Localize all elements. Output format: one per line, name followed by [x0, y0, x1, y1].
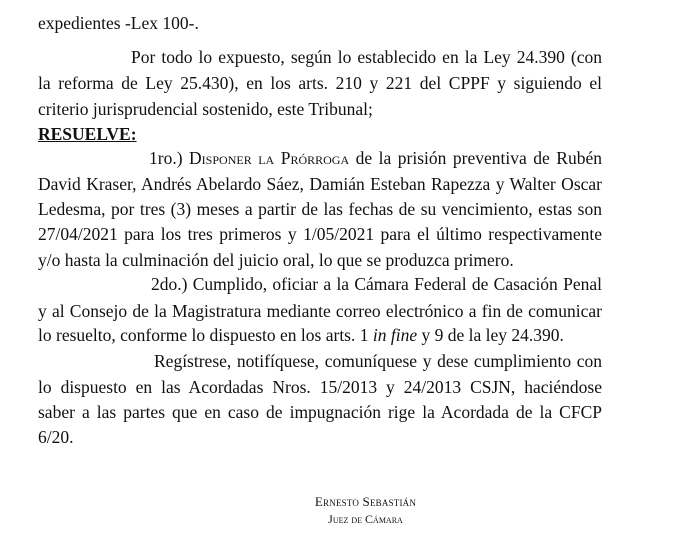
- text-line: lo dispuesto en las Acordadas Nros. 15/2013 y 24/2013 CSJN, haciéndose: [38, 377, 602, 397]
- resolution-1-smallcaps: Disponer la Prórroga: [189, 148, 350, 168]
- text-line: y al Consejo de la Magistratura mediante correo electrónico a fin de comunicar: [38, 301, 602, 321]
- resolution-2-italic: in fine: [372, 325, 418, 345]
- text-line: y/o hasta la culminación del juicio oral, lo que se produzca primero.: [38, 250, 514, 270]
- resolution-2-prefix: lo resuelto, conforme lo dispuesto en los arts. 1: [38, 325, 373, 345]
- resolution-2-suffix: y 9 de la ley 24.390.: [417, 325, 564, 345]
- text-line: 6/20.: [38, 427, 74, 447]
- resuelve-heading: RESUELVE:: [38, 124, 137, 144]
- text-line: criterio jurisprudencial sostenido, este Tribunal;: [38, 99, 373, 119]
- text-line: saber a las partes que en caso de impugnación rige la Acordada de la CFCP: [38, 402, 602, 422]
- resolution-1-line: [149, 145, 602, 171]
- text-line: Regístrese, notifíquese, comuníquese y dese cumplimiento con: [154, 351, 602, 371]
- text-line: la reforma de Ley 25.430), en los arts. 210 y 221 del CPPF y siguiendo el: [38, 73, 602, 93]
- resolution-1-prefix: 1ro.): [149, 148, 190, 168]
- signature-title: Juez de Cámara: [328, 512, 403, 526]
- text-line: Ledesma, por tres (3) meses a partir de las fechas de su vencimiento, estas son: [38, 199, 602, 219]
- text-line: 27/04/2021 para los tres primeros y 1/05/2021 para el último respectivamente: [38, 224, 602, 244]
- resolution-1-suffix: de la prisión preventiva de Rubén: [349, 148, 602, 168]
- signature-name: Ernesto Sebastián: [314, 494, 417, 509]
- text-line: expedientes -Lex 100-.: [38, 13, 199, 33]
- text-line: David Kraser, Andrés Abelardo Sáez, Damián Esteban Rapezza y Walter Oscar: [38, 174, 602, 194]
- text-line: 2do.) Cumplido, oficiar a la Cámara Federal de Casación Penal: [151, 274, 602, 294]
- resolution-2-end-line: [38, 322, 602, 348]
- text-line: Por todo lo expuesto, según lo establecido en la Ley 24.390 (con: [131, 47, 602, 67]
